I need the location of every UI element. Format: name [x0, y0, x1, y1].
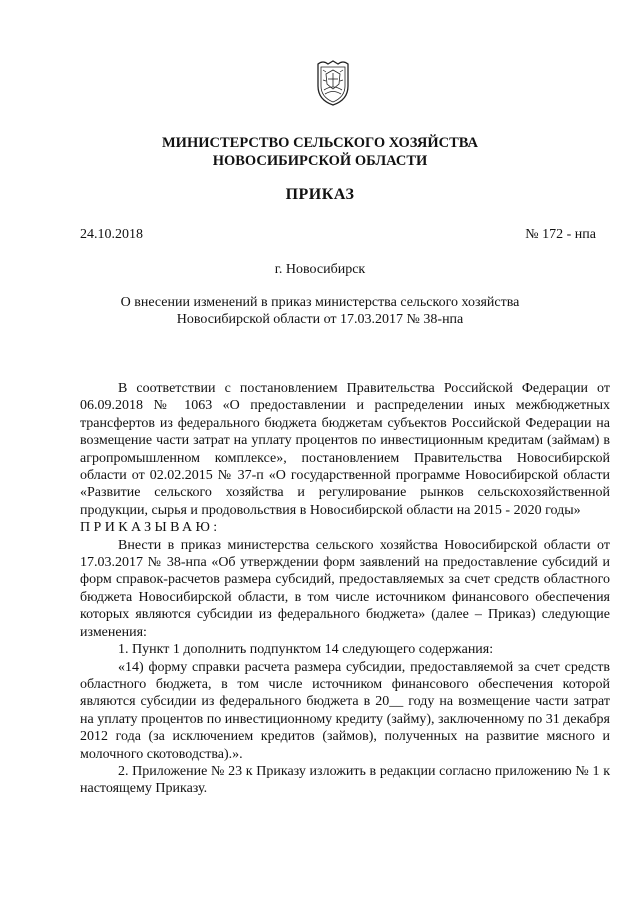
document-body [80, 380, 610, 798]
order-word: ПРИКАЗЫВАЮ: [80, 520, 221, 536]
coat-of-arms-icon [316, 60, 350, 106]
item-1: 1. Пункт 1 дополнить подпунктом 14 следующего содержания: [118, 642, 494, 658]
order-date: 24.10.2018 [80, 227, 143, 242]
city-name: г. Новосибирск [274, 262, 366, 277]
subject-line2: Новосибирской области от 17.03.2017 № 38-нпа [176, 312, 464, 327]
ministry-name-line2: НОВОСИБИРСКОЙ ОБЛАСТИ [212, 153, 428, 169]
subject-line1: О внесении изменений в приказ министерства сельского хозяйства [120, 295, 520, 310]
item-1-text: «14) форму справки расчета размера субсидии, предоставляемой за счет средств областного бюджета, в том числе источником финансового обеспечения которой являются субсидии из федерального бюджета в 20__ году на возмещение части затрат на уплату процентов по инвестиционному кредиту (займу), заключенному по 31 декабря 2012 года (за исключением кредитов (займов), полученных на развитие мясного и молочного скотоводства).». [80, 659, 610, 762]
item-2: 2. Приложение № 23 к Приказу изложить в редакции согласно приложению № 1 к настоящему Приказу. [80, 763, 610, 797]
order-number: № 172 - нпа [525, 227, 596, 242]
ministry-name-line1: МИНИСТЕРСТВО СЕЛЬСКОГО ХОЗЯЙСТВА [162, 135, 478, 151]
preamble-paragraph: В соответствии с постановлением Правительства Российской Федерации от 06.09.2018 № 1063 «О предоставлении и распределении иных межбюджетных трансфертов из федерального бюджета бюджетам субъектов Российской Федерации на возмещение части затрат на уплату процентов по инвестиционным кредитам (займам) в агропромышленном комплексе», постановлением Правительства Новосибирской области от 02.02.2015 № 37-п «О государственной программе Новосибирской области «Развитие сельского хозяйства и регулирование рынков сельскохозяйственной продукции, сырья и продовольствия в Новосибирской области на 2015 - 2020 годы» [80, 381, 610, 518]
document-type-title: ПРИКАЗ [285, 186, 355, 203]
amendment-paragraph: Внести в приказ министерства сельского хозяйства Новосибирской области от 17.03.2017 № 38-нпа «Об утверждении форм заявлений на предоставление субсидий и форм справок-расчетов размера субсидий, предоставляемых за счет средств областного бюджета Новосибирской области, в том числе источником финансового обеспечения которых являются субсидии из федерального бюджета» (далее – Приказ) следующие изменения: [80, 537, 610, 640]
